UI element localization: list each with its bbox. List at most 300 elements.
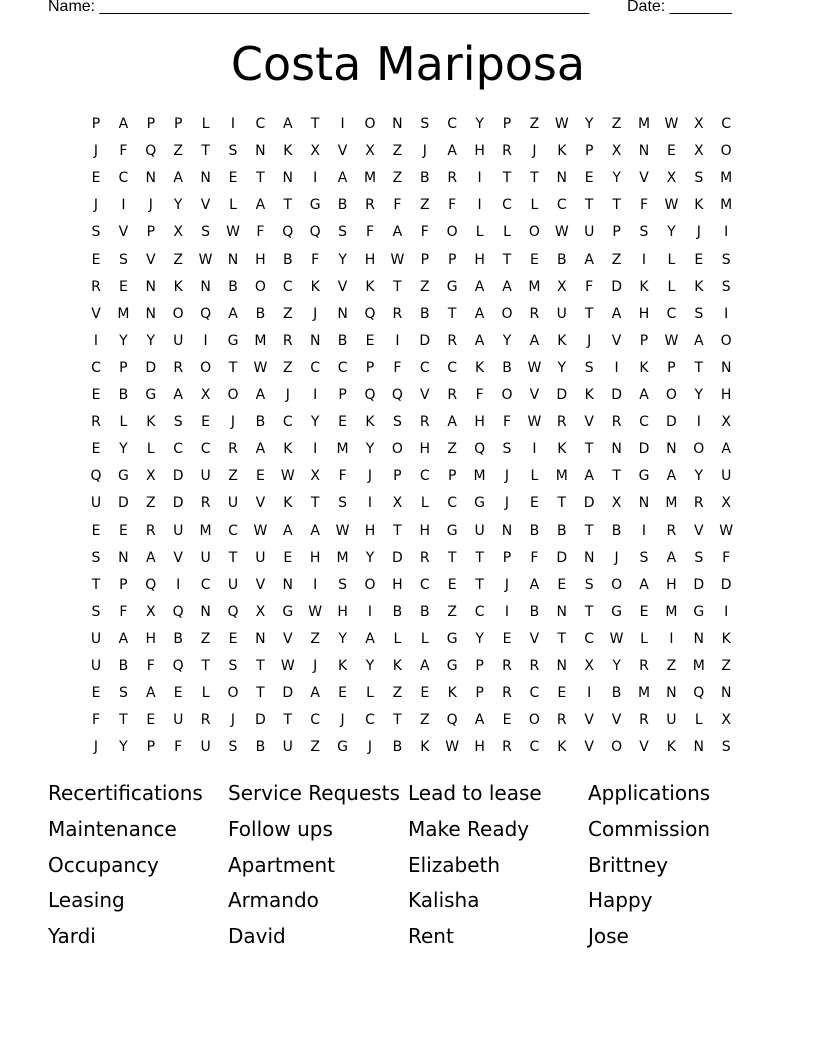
- grid-letter: J: [93, 143, 99, 160]
- grid-letter: M: [336, 441, 349, 458]
- grid-letter: T: [557, 630, 567, 647]
- grid-letter: F: [393, 197, 402, 214]
- grid-letter: O: [501, 305, 513, 322]
- grid-letter: C: [228, 522, 238, 539]
- grid-letter: O: [611, 739, 623, 756]
- grid-letter: S: [228, 739, 238, 756]
- grid-letter: R: [145, 522, 156, 539]
- grid-letter: K: [639, 359, 649, 376]
- grid-letter: X: [694, 143, 704, 160]
- grid-letter: Q: [693, 685, 705, 702]
- grid-letter: B: [255, 305, 266, 322]
- grid-letter: A: [611, 305, 622, 322]
- grid-letter: A: [173, 170, 183, 187]
- grid-letter: R: [91, 278, 101, 295]
- grid-letter: E: [146, 712, 156, 729]
- grid-letter: F: [393, 359, 402, 376]
- grid-letter: N: [118, 549, 129, 566]
- grid-letter: A: [255, 197, 266, 214]
- grid-letter: B: [611, 522, 622, 539]
- grid-letter: J: [614, 549, 619, 566]
- grid-letter: U: [282, 739, 293, 756]
- grid-letter: K: [283, 495, 293, 512]
- grid-letter: U: [474, 522, 485, 539]
- grid-letter: I: [477, 170, 482, 187]
- grid-letter: I: [367, 603, 373, 620]
- grid-letter: E: [118, 522, 128, 539]
- grid-letter: G: [227, 332, 239, 349]
- grid-letter: W: [226, 224, 240, 241]
- grid-letter: E: [228, 170, 238, 187]
- grid-letter: G: [309, 197, 321, 214]
- grid-letter: B: [502, 359, 512, 376]
- grid-letter: R: [502, 658, 512, 674]
- grid-letter: D: [172, 495, 184, 512]
- grid-letter: B: [556, 251, 567, 268]
- word-bank-item: Service Requests: [228, 781, 400, 805]
- grid-letter: T: [447, 305, 457, 322]
- grid-letter: T: [584, 441, 594, 458]
- grid-letter: G: [337, 739, 349, 756]
- grid-letter: K: [392, 658, 402, 674]
- grid-letter: N: [145, 170, 157, 187]
- grid-letter: N: [309, 332, 321, 349]
- grid-letter: R: [556, 712, 567, 729]
- grid-letter: F: [475, 387, 484, 403]
- grid-letter: N: [501, 522, 513, 539]
- grid-letter: Y: [119, 739, 128, 756]
- grid-letter: V: [420, 387, 430, 403]
- grid-letter: J: [696, 224, 701, 241]
- word-bank-item: Yardi: [48, 924, 96, 949]
- grid-letter: A: [255, 441, 266, 458]
- grid-letter: T: [201, 658, 210, 674]
- grid-letter: O: [528, 712, 540, 729]
- grid-letter: R: [693, 495, 704, 512]
- grid-letter: S: [721, 739, 731, 756]
- grid-letter: B: [556, 522, 567, 539]
- grid-letter: E: [91, 170, 101, 187]
- grid-letter: R: [639, 712, 649, 729]
- grid-letter: A: [584, 251, 594, 268]
- grid-letter: J: [532, 143, 537, 160]
- grid-letter: F: [585, 278, 594, 295]
- grid-letter: W: [527, 359, 542, 376]
- grid-letter: I: [313, 387, 318, 403]
- grid-letter: Q: [90, 468, 102, 485]
- grid-letter: X: [611, 495, 622, 512]
- grid-letter: K: [639, 278, 649, 295]
- grid-letter: R: [419, 414, 430, 431]
- grid-letter: U: [227, 495, 239, 512]
- grid-letter: D: [611, 278, 622, 295]
- grid-letter: C: [118, 170, 129, 187]
- grid-letter: P: [146, 116, 156, 132]
- grid-letter: E: [502, 712, 512, 729]
- grid-letter: S: [338, 224, 348, 241]
- grid-letter: A: [392, 224, 403, 241]
- grid-letter: K: [557, 739, 567, 756]
- grid-letter: X: [146, 603, 156, 620]
- grid-letter: I: [696, 414, 701, 431]
- grid-letter: W: [719, 522, 734, 539]
- grid-letter: Y: [365, 658, 375, 674]
- grid-letter: X: [173, 224, 183, 241]
- grid-letter: H: [392, 576, 403, 593]
- grid-letter: Q: [282, 224, 294, 241]
- grid-letter: N: [282, 170, 294, 187]
- grid-letter: H: [638, 305, 650, 322]
- grid-letter: J: [504, 495, 510, 512]
- grid-letter: D: [638, 441, 650, 458]
- grid-letter: W: [554, 116, 569, 132]
- grid-letter: B: [337, 197, 348, 214]
- grid-letter: V: [91, 305, 101, 322]
- grid-letter: U: [666, 712, 677, 729]
- grid-letter: Q: [145, 143, 157, 160]
- grid-letter: Z: [611, 251, 622, 268]
- grid-letter: Z: [310, 739, 320, 756]
- grid-letter: R: [611, 414, 622, 431]
- grid-letter: P: [146, 224, 156, 241]
- grid-letter: Y: [694, 387, 704, 403]
- grid-letter: M: [363, 170, 377, 187]
- grid-letter: C: [447, 359, 458, 376]
- grid-letter: N: [638, 143, 650, 160]
- grid-letter: L: [146, 441, 155, 458]
- word-bank-item: Kalisha: [408, 888, 480, 913]
- grid-letter: E: [91, 387, 101, 403]
- grid-letter: R: [502, 685, 512, 702]
- grid-letter: I: [641, 251, 647, 268]
- grid-letter: B: [255, 414, 266, 431]
- grid-letter: C: [639, 414, 649, 431]
- word-bank-item: Recertifications: [48, 781, 203, 805]
- grid-letter: K: [557, 332, 567, 349]
- word-bank-item: Brittney: [588, 852, 668, 877]
- grid-letter: A: [365, 630, 375, 647]
- grid-letter: N: [666, 441, 677, 458]
- grid-letter: R: [200, 495, 211, 512]
- grid-letter: V: [200, 197, 211, 214]
- grid-letter: Y: [612, 170, 621, 187]
- grid-letter: J: [93, 197, 99, 214]
- grid-letter: F: [639, 197, 649, 214]
- grid-letter: N: [392, 116, 403, 132]
- grid-letter: Y: [612, 658, 621, 674]
- grid-letter: P: [119, 576, 128, 593]
- grid-letter: U: [227, 576, 239, 593]
- word-bank-item: David: [228, 924, 286, 949]
- grid-letter: R: [666, 522, 677, 539]
- grid-letter: N: [693, 739, 705, 756]
- grid-letter: N: [556, 170, 568, 187]
- grid-letter: C: [310, 359, 321, 376]
- grid-letter: T: [256, 685, 265, 702]
- grid-letter: Z: [173, 143, 183, 160]
- grid-letter: E: [529, 495, 539, 512]
- grid-letter: T: [201, 143, 210, 160]
- grid-letter: C: [447, 495, 458, 512]
- grid-letter: C: [282, 278, 293, 295]
- grid-letter: J: [285, 387, 290, 403]
- grid-letter: U: [721, 468, 732, 485]
- grid-letter: V: [146, 251, 156, 268]
- grid-letter: K: [365, 414, 375, 431]
- grid-letter: E: [365, 332, 375, 349]
- grid-letter: T: [475, 576, 484, 593]
- grid-letter: P: [365, 359, 375, 376]
- grid-letter: F: [91, 712, 101, 729]
- grid-letter: C: [721, 116, 732, 132]
- grid-letter: H: [145, 630, 157, 647]
- grid-letter: V: [694, 522, 704, 539]
- grid-letter: W: [308, 603, 323, 620]
- grid-letter: T: [475, 549, 484, 566]
- grid-letter: X: [255, 603, 266, 620]
- grid-letter: V: [584, 712, 594, 729]
- grid-letter: O: [172, 305, 184, 322]
- word-bank-item: Leasing: [48, 888, 125, 913]
- grid-letter: B: [118, 387, 129, 403]
- grid-letter: B: [118, 658, 129, 674]
- grid-letter: L: [201, 685, 210, 702]
- grid-letter: I: [367, 495, 373, 512]
- grid-letter: A: [118, 630, 129, 647]
- grid-letter: A: [283, 116, 293, 132]
- grid-letter: Q: [474, 441, 486, 458]
- grid-letter: C: [529, 739, 540, 756]
- grid-letter: N: [200, 278, 211, 295]
- grid-letter: K: [666, 739, 676, 756]
- grid-letter: A: [474, 712, 485, 729]
- grid-letter: H: [419, 522, 431, 539]
- grid-letter: T: [584, 603, 594, 620]
- grid-letter: V: [255, 576, 266, 593]
- grid-letter: O: [720, 332, 732, 349]
- grid-letter: S: [338, 576, 348, 593]
- grid-letter: S: [420, 116, 430, 132]
- grid-letter: K: [173, 278, 183, 295]
- grid-letter: W: [280, 468, 295, 485]
- grid-letter: A: [529, 576, 540, 593]
- grid-letter: X: [721, 495, 731, 512]
- grid-letter: D: [556, 387, 568, 403]
- grid-letter: I: [724, 603, 729, 620]
- grid-letter: O: [446, 224, 458, 241]
- grid-letter: G: [117, 468, 129, 485]
- grid-letter: Z: [447, 441, 457, 458]
- grid-letter: I: [587, 685, 592, 702]
- grid-letter: I: [313, 441, 318, 458]
- grid-letter: Z: [420, 197, 430, 214]
- grid-letter: C: [584, 630, 595, 647]
- grid-letter: V: [584, 414, 594, 431]
- grid-letter: K: [694, 278, 704, 295]
- grid-letter: Y: [146, 332, 156, 349]
- grid-letter: A: [584, 468, 594, 485]
- grid-letter: X: [611, 143, 622, 160]
- grid-letter: P: [91, 116, 101, 132]
- grid-letter: X: [721, 414, 731, 431]
- grid-letter: K: [475, 359, 485, 376]
- grid-letter: D: [583, 495, 595, 512]
- grid-letter: T: [393, 278, 402, 295]
- grid-letter: J: [504, 468, 510, 485]
- grid-letter: S: [584, 576, 594, 593]
- grid-letter: A: [228, 305, 238, 322]
- grid-letter: F: [722, 549, 731, 566]
- grid-letter: S: [694, 170, 704, 187]
- grid-letter: T: [557, 495, 567, 512]
- grid-letter: F: [311, 251, 320, 268]
- grid-letter: L: [420, 630, 429, 647]
- grid-letter: M: [336, 549, 349, 566]
- grid-letter: E: [283, 549, 293, 566]
- grid-letter: A: [173, 387, 183, 403]
- grid-letter: U: [255, 549, 266, 566]
- grid-letter: M: [720, 170, 733, 187]
- grid-letter: N: [200, 170, 211, 187]
- grid-letter: P: [667, 359, 676, 376]
- grid-letter: B: [228, 278, 238, 295]
- grid-letter: N: [282, 576, 294, 593]
- grid-letter: E: [694, 251, 704, 268]
- grid-letter: W: [664, 116, 679, 132]
- grid-letter: L: [503, 224, 511, 241]
- grid-letter: E: [557, 576, 567, 593]
- grid-letter: O: [227, 685, 239, 702]
- grid-letter: X: [666, 170, 677, 187]
- grid-letter: Z: [283, 359, 293, 376]
- grid-letter: L: [201, 116, 210, 132]
- grid-letter: Z: [392, 143, 403, 160]
- grid-letter: S: [201, 224, 211, 241]
- grid-letter: W: [445, 739, 460, 756]
- grid-letter: N: [227, 251, 239, 268]
- grid-letter: A: [447, 143, 457, 160]
- grid-letter: L: [393, 630, 402, 647]
- grid-letter: L: [420, 495, 429, 512]
- grid-letter: T: [393, 522, 402, 539]
- grid-letter: T: [502, 251, 512, 268]
- grid-letter: V: [283, 630, 293, 647]
- grid-letter: S: [91, 549, 101, 566]
- grid-letter: F: [256, 224, 265, 241]
- grid-letter: K: [420, 739, 430, 756]
- grid-letter: B: [337, 332, 348, 349]
- grid-letter: A: [639, 387, 649, 403]
- grid-letter: T: [584, 522, 594, 539]
- grid-letter: E: [255, 468, 265, 485]
- word-bank-item: Elizabeth: [408, 852, 501, 877]
- grid-letter: B: [392, 739, 403, 756]
- grid-letter: H: [364, 251, 376, 268]
- grid-letter: Q: [391, 387, 403, 403]
- grid-letter: R: [502, 143, 512, 160]
- grid-letter: I: [641, 522, 647, 539]
- grid-letter: H: [474, 414, 485, 431]
- grid-letter: S: [392, 414, 402, 431]
- grid-letter: W: [280, 658, 295, 674]
- grid-letter: J: [313, 305, 318, 322]
- grid-letter: P: [502, 116, 512, 132]
- name-field-label: Name: _______________________________________________________: [48, 0, 589, 15]
- grid-letter: A: [721, 441, 731, 458]
- grid-letter: N: [693, 630, 705, 647]
- grid-letter: M: [473, 468, 486, 485]
- grid-letter: Y: [365, 549, 375, 566]
- grid-letter: Q: [172, 603, 184, 620]
- grid-letter: J: [422, 143, 427, 160]
- grid-letter: Z: [447, 603, 457, 620]
- grid-letter: R: [529, 305, 540, 322]
- grid-letter: A: [474, 278, 485, 295]
- grid-letter: B: [419, 603, 430, 620]
- grid-letter: X: [310, 143, 320, 160]
- grid-letter: C: [419, 468, 430, 485]
- grid-letter: C: [419, 359, 430, 376]
- grid-letter: J: [313, 658, 318, 674]
- grid-letter: Z: [283, 305, 293, 322]
- grid-letter: Z: [173, 251, 183, 268]
- grid-letter: Z: [200, 630, 211, 647]
- grid-letter: V: [255, 495, 266, 512]
- grid-letter: Y: [475, 630, 484, 647]
- grid-letter: Y: [584, 116, 594, 132]
- grid-letter: S: [91, 603, 101, 620]
- page-title: Costa Mariposa: [230, 37, 586, 91]
- grid-letter: S: [721, 251, 731, 268]
- grid-letter: I: [532, 441, 537, 458]
- grid-letter: U: [200, 739, 211, 756]
- grid-letter: E: [557, 685, 567, 702]
- grid-letter: C: [91, 359, 101, 376]
- grid-letter: M: [665, 603, 678, 620]
- grid-letter: Y: [338, 251, 347, 268]
- grid-letter: A: [255, 387, 266, 403]
- grid-letter: P: [475, 658, 484, 674]
- grid-letter: R: [282, 332, 293, 349]
- grid-letter: T: [310, 495, 320, 512]
- grid-letter: L: [119, 414, 128, 431]
- grid-letter: D: [118, 495, 129, 512]
- grid-letter: I: [724, 224, 729, 241]
- grid-letter: U: [90, 658, 102, 674]
- grid-letter: Y: [310, 414, 320, 431]
- grid-letter: W: [664, 197, 679, 214]
- grid-letter: I: [230, 116, 236, 132]
- grid-letter: K: [557, 441, 567, 458]
- grid-letter: M: [555, 468, 568, 485]
- grid-letter: H: [419, 441, 431, 458]
- grid-letter: G: [611, 603, 623, 620]
- grid-letter: R: [447, 332, 458, 349]
- word-bank-item: Jose: [588, 924, 629, 949]
- grid-letter: T: [228, 359, 238, 376]
- grid-letter: T: [256, 658, 265, 674]
- grid-letter: T: [694, 359, 704, 376]
- grid-letter: V: [337, 143, 348, 160]
- grid-letter: X: [146, 468, 156, 485]
- grid-letter: T: [228, 549, 238, 566]
- grid-letter: B: [529, 522, 540, 539]
- grid-letter: L: [530, 197, 539, 214]
- grid-letter: Y: [119, 441, 128, 458]
- grid-letter: C: [337, 359, 348, 376]
- grid-letter: T: [447, 549, 457, 566]
- word-bank-item: Lead to lease: [408, 781, 542, 805]
